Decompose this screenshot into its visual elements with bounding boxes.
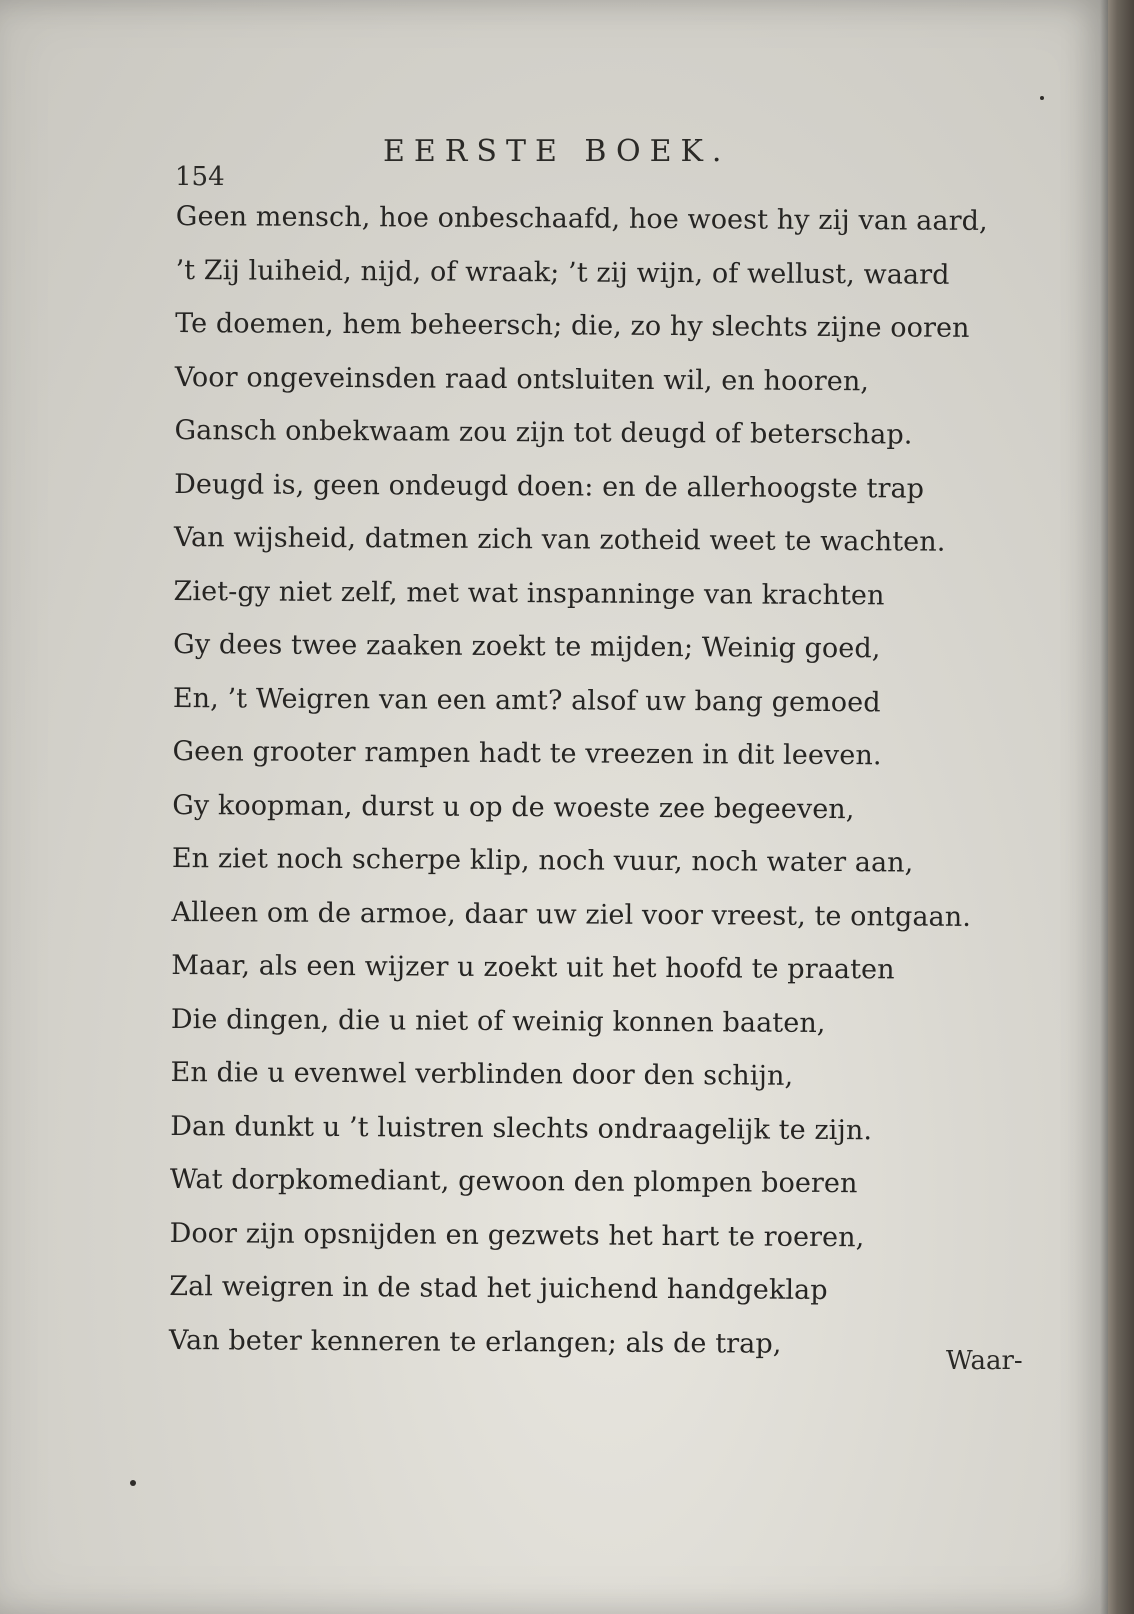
page-gutter-shadow bbox=[1100, 0, 1108, 1614]
verse-line: Gy dees twee zaaken zoekt te mijden; Weinig goed, bbox=[173, 628, 881, 665]
verse-line: Wat dorpkomediant, gewoon den plompen boeren bbox=[169, 1163, 858, 1200]
verse-line: Maar, als een wijzer u zoekt uit het hoofd te praaten bbox=[171, 949, 895, 986]
verse-line: Die dingen, die u niet of weinig konnen baaten, bbox=[170, 1003, 826, 1039]
verse-line: ’t Zij luiheid, nijd, of wraak; ’t zij wijn, of wellust, waard bbox=[175, 254, 950, 291]
verse-line: Geen mensch, hoe onbeschaafd, hoe woest hy zij van aard, bbox=[175, 200, 988, 237]
verse-text bbox=[169, 190, 1026, 1372]
verse-line: Van beter kenneren te erlangen; als de trap, bbox=[168, 1324, 782, 1360]
verse-line: Zal weigren in de stad het juichend handgeklap bbox=[169, 1270, 828, 1307]
verse-line: Gy koopman, durst u op de woeste zee begeeven, bbox=[172, 789, 855, 825]
verse-line: En ziet noch scherpe klip, noch vuur, noch water aan, bbox=[171, 842, 914, 879]
verse-line: Geen grooter rampen hadt te vreezen in dit leeven. bbox=[172, 735, 882, 772]
verse-line: Te doemen, hem beheersch; die, zo hy slechts zijne ooren bbox=[175, 307, 970, 344]
verse-line: En, ’t Weigren van een amt? alsof uw bang gemoed bbox=[172, 682, 881, 718]
verse-line: Alleen om de armoe, daar uw ziel voor vreest, te ontgaan. bbox=[171, 896, 972, 933]
verse-line: Voor ongeveinsden raad ontsluiten wil, en hooren, bbox=[174, 361, 870, 397]
running-head: EERSTE BOEK. bbox=[383, 134, 731, 169]
verse-line: Dan dunkt u ’t luistren slechts ondraagelijk te zijn. bbox=[170, 1110, 873, 1146]
ink-speck bbox=[130, 1480, 136, 1486]
ink-speck bbox=[1040, 96, 1044, 100]
verse-line: Van wijsheid, datmen zich van zotheid weet te wachten. bbox=[173, 521, 946, 558]
page-number: 154 bbox=[175, 162, 225, 192]
verse-line: Door zijn opsnijden en gezwets het hart te roeren, bbox=[169, 1217, 865, 1253]
catchword: Waar- bbox=[946, 1346, 1023, 1376]
book-spine bbox=[1108, 0, 1134, 1614]
verse-line: Ziet-gy niet zelf, met wat inspanninge van krachten bbox=[173, 575, 885, 611]
verse-line: Deugd is, geen ondeugd doen: en de allerhoogste trap bbox=[174, 468, 925, 505]
verse-line: En die u evenwel verblinden door den schijn, bbox=[170, 1056, 794, 1092]
page-header bbox=[175, 134, 1005, 192]
verse-line: Gansch onbekwaam zou zijn tot deugd of beterschap. bbox=[174, 414, 913, 451]
